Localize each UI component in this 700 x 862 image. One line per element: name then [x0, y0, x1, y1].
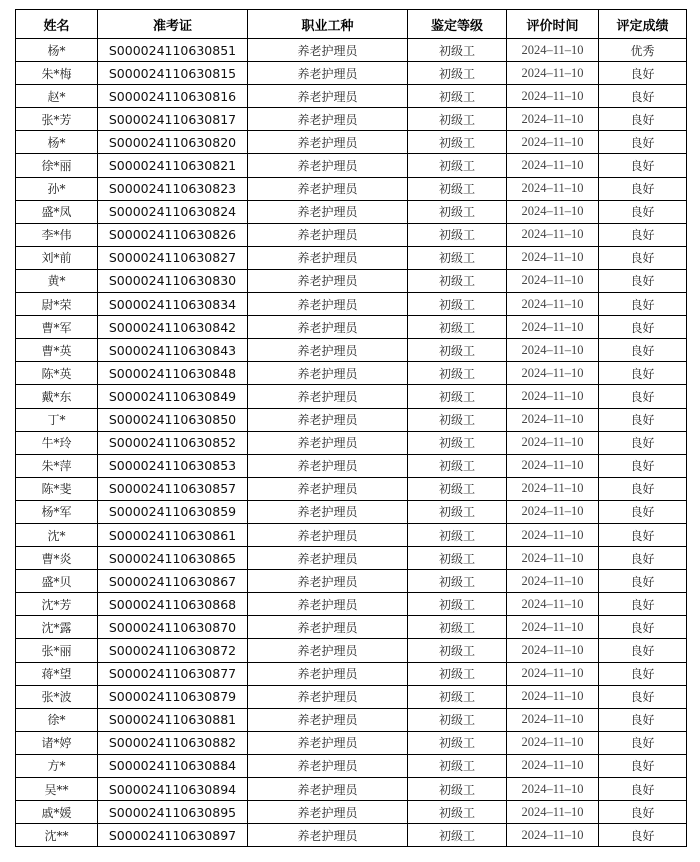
table-row: [16, 177, 687, 200]
results-table-container: [15, 9, 687, 847]
table-row: [16, 246, 687, 269]
table-row: [16, 223, 687, 246]
table-row: [16, 269, 687, 292]
cell-name: 杨*: [16, 131, 98, 154]
cell-date: 2024–11–10: [507, 62, 599, 85]
table-body: [16, 39, 687, 847]
cell-result: 良好: [599, 408, 687, 431]
cell-exam-id: S000024110630842: [98, 316, 248, 339]
cell-name: 徐*: [16, 708, 98, 731]
cell-exam-id: S000024110630859: [98, 500, 248, 523]
cell-date: 2024–11–10: [507, 731, 599, 754]
cell-date: 2024–11–10: [507, 616, 599, 639]
table-row: [16, 454, 687, 477]
cell-level: 初级工: [408, 477, 507, 500]
table-row: [16, 593, 687, 616]
cell-name: 杨*军: [16, 500, 98, 523]
table-row: [16, 477, 687, 500]
cell-occupation: 养老护理员: [248, 39, 408, 62]
cell-result: 良好: [599, 339, 687, 362]
cell-exam-id: S000024110630865: [98, 547, 248, 570]
cell-result: 良好: [599, 62, 687, 85]
cell-result: 良好: [599, 454, 687, 477]
cell-exam-id: S000024110630852: [98, 431, 248, 454]
cell-name: 朱*萍: [16, 454, 98, 477]
cell-level: 初级工: [408, 662, 507, 685]
cell-result: 良好: [599, 639, 687, 662]
table-row: [16, 685, 687, 708]
cell-result: 良好: [599, 108, 687, 131]
cell-date: 2024–11–10: [507, 500, 599, 523]
cell-occupation: 养老护理员: [248, 454, 408, 477]
table-row: [16, 108, 687, 131]
cell-date: 2024–11–10: [507, 824, 599, 847]
cell-occupation: 养老护理员: [248, 593, 408, 616]
cell-date: 2024–11–10: [507, 662, 599, 685]
table-row: [16, 293, 687, 316]
cell-exam-id: S000024110630884: [98, 754, 248, 777]
cell-occupation: 养老护理员: [248, 246, 408, 269]
cell-level: 初级工: [408, 801, 507, 824]
cell-occupation: 养老护理员: [248, 801, 408, 824]
cell-exam-id: S000024110630843: [98, 339, 248, 362]
cell-date: 2024–11–10: [507, 431, 599, 454]
cell-name: 方*: [16, 754, 98, 777]
header-result: 评定成绩: [599, 10, 687, 39]
cell-occupation: 养老护理员: [248, 685, 408, 708]
cell-level: 初级工: [408, 639, 507, 662]
cell-occupation: 养老护理员: [248, 223, 408, 246]
cell-name: 张*丽: [16, 639, 98, 662]
cell-exam-id: S000024110630851: [98, 39, 248, 62]
cell-name: 尉*荣: [16, 293, 98, 316]
cell-name: 张*波: [16, 685, 98, 708]
cell-name: 孙*: [16, 177, 98, 200]
cell-date: 2024–11–10: [507, 547, 599, 570]
cell-occupation: 养老护理员: [248, 293, 408, 316]
cell-result: 良好: [599, 570, 687, 593]
cell-occupation: 养老护理员: [248, 177, 408, 200]
cell-result: 良好: [599, 593, 687, 616]
cell-exam-id: S000024110630868: [98, 593, 248, 616]
cell-result: 良好: [599, 85, 687, 108]
cell-date: 2024–11–10: [507, 316, 599, 339]
cell-exam-id: S000024110630853: [98, 454, 248, 477]
cell-level: 初级工: [408, 754, 507, 777]
cell-exam-id: S000024110630867: [98, 570, 248, 593]
cell-date: 2024–11–10: [507, 85, 599, 108]
cell-exam-id: S000024110630894: [98, 778, 248, 801]
table-row: [16, 154, 687, 177]
cell-occupation: 养老护理员: [248, 778, 408, 801]
cell-occupation: 养老护理员: [248, 62, 408, 85]
cell-result: 良好: [599, 200, 687, 223]
cell-exam-id: S000024110630830: [98, 269, 248, 292]
cell-result: 良好: [599, 708, 687, 731]
table-row: [16, 316, 687, 339]
cell-level: 初级工: [408, 39, 507, 62]
table-row: [16, 523, 687, 546]
cell-date: 2024–11–10: [507, 223, 599, 246]
cell-exam-id: S000024110630820: [98, 131, 248, 154]
cell-name: 陈*斐: [16, 477, 98, 500]
cell-occupation: 养老护理员: [248, 754, 408, 777]
table-row: [16, 616, 687, 639]
cell-level: 初级工: [408, 362, 507, 385]
table-row: [16, 778, 687, 801]
cell-result: 良好: [599, 431, 687, 454]
cell-name: 戚*媛: [16, 801, 98, 824]
table-row: [16, 62, 687, 85]
cell-result: 良好: [599, 801, 687, 824]
cell-name: 盛*凤: [16, 200, 98, 223]
cell-result: 良好: [599, 131, 687, 154]
cell-level: 初级工: [408, 454, 507, 477]
cell-level: 初级工: [408, 223, 507, 246]
cell-date: 2024–11–10: [507, 293, 599, 316]
cell-name: 诸*婷: [16, 731, 98, 754]
cell-name: 刘*前: [16, 246, 98, 269]
table-row: [16, 824, 687, 847]
cell-occupation: 养老护理员: [248, 500, 408, 523]
cell-exam-id: S000024110630881: [98, 708, 248, 731]
cell-level: 初级工: [408, 316, 507, 339]
table-row: [16, 362, 687, 385]
cell-date: 2024–11–10: [507, 39, 599, 62]
cell-level: 初级工: [408, 269, 507, 292]
cell-date: 2024–11–10: [507, 385, 599, 408]
cell-name: 蒋*望: [16, 662, 98, 685]
cell-result: 良好: [599, 246, 687, 269]
cell-level: 初级工: [408, 385, 507, 408]
cell-level: 初级工: [408, 500, 507, 523]
cell-exam-id: S000024110630882: [98, 731, 248, 754]
cell-result: 良好: [599, 616, 687, 639]
cell-date: 2024–11–10: [507, 339, 599, 362]
cell-date: 2024–11–10: [507, 177, 599, 200]
cell-name: 牛*玲: [16, 431, 98, 454]
cell-name: 沈*芳: [16, 593, 98, 616]
cell-date: 2024–11–10: [507, 754, 599, 777]
cell-exam-id: S000024110630872: [98, 639, 248, 662]
cell-exam-id: S000024110630823: [98, 177, 248, 200]
cell-name: 盛*贝: [16, 570, 98, 593]
cell-name: 沈**: [16, 824, 98, 847]
header-row: [16, 10, 687, 39]
cell-result: 良好: [599, 269, 687, 292]
cell-date: 2024–11–10: [507, 408, 599, 431]
table-row: [16, 431, 687, 454]
table-row: [16, 754, 687, 777]
cell-result: 良好: [599, 385, 687, 408]
header-exam-id: 准考证: [98, 10, 248, 39]
cell-name: 曹*炎: [16, 547, 98, 570]
cell-result: 良好: [599, 500, 687, 523]
cell-name: 杨*: [16, 39, 98, 62]
cell-exam-id: S000024110630897: [98, 824, 248, 847]
header-date: 评价时间: [507, 10, 599, 39]
cell-result: 良好: [599, 547, 687, 570]
cell-exam-id: S000024110630826: [98, 223, 248, 246]
cell-level: 初级工: [408, 108, 507, 131]
cell-name: 吴**: [16, 778, 98, 801]
cell-occupation: 养老护理员: [248, 408, 408, 431]
cell-exam-id: S000024110630816: [98, 85, 248, 108]
cell-occupation: 养老护理员: [248, 85, 408, 108]
table-row: [16, 39, 687, 62]
cell-exam-id: S000024110630850: [98, 408, 248, 431]
table-row: [16, 801, 687, 824]
cell-occupation: 养老护理员: [248, 339, 408, 362]
cell-level: 初级工: [408, 431, 507, 454]
cell-date: 2024–11–10: [507, 108, 599, 131]
cell-name: 徐*丽: [16, 154, 98, 177]
cell-exam-id: S000024110630817: [98, 108, 248, 131]
cell-level: 初级工: [408, 293, 507, 316]
cell-occupation: 养老护理员: [248, 731, 408, 754]
table-row: [16, 731, 687, 754]
cell-result: 良好: [599, 824, 687, 847]
cell-level: 初级工: [408, 62, 507, 85]
cell-name: 曹*英: [16, 339, 98, 362]
cell-result: 良好: [599, 685, 687, 708]
table-row: [16, 339, 687, 362]
cell-date: 2024–11–10: [507, 200, 599, 223]
cell-result: 良好: [599, 177, 687, 200]
cell-level: 初级工: [408, 408, 507, 431]
cell-level: 初级工: [408, 824, 507, 847]
cell-exam-id: S000024110630857: [98, 477, 248, 500]
cell-name: 曹*军: [16, 316, 98, 339]
cell-level: 初级工: [408, 593, 507, 616]
cell-occupation: 养老护理员: [248, 824, 408, 847]
table-header: [16, 10, 687, 39]
cell-name: 沈*: [16, 523, 98, 546]
cell-level: 初级工: [408, 616, 507, 639]
table-row: [16, 662, 687, 685]
cell-occupation: 养老护理员: [248, 200, 408, 223]
cell-date: 2024–11–10: [507, 570, 599, 593]
cell-result: 良好: [599, 154, 687, 177]
cell-name: 黄*: [16, 269, 98, 292]
table-row: [16, 570, 687, 593]
cell-occupation: 养老护理员: [248, 316, 408, 339]
cell-exam-id: S000024110630879: [98, 685, 248, 708]
cell-exam-id: S000024110630821: [98, 154, 248, 177]
cell-level: 初级工: [408, 85, 507, 108]
cell-result: 良好: [599, 778, 687, 801]
cell-level: 初级工: [408, 708, 507, 731]
cell-occupation: 养老护理员: [248, 154, 408, 177]
table-row: [16, 385, 687, 408]
header-level: 鉴定等级: [408, 10, 507, 39]
cell-occupation: 养老护理员: [248, 639, 408, 662]
header-occupation: 职业工种: [248, 10, 408, 39]
cell-name: 沈*露: [16, 616, 98, 639]
cell-exam-id: S000024110630834: [98, 293, 248, 316]
cell-occupation: 养老护理员: [248, 131, 408, 154]
cell-name: 朱*梅: [16, 62, 98, 85]
cell-level: 初级工: [408, 547, 507, 570]
cell-occupation: 养老护理员: [248, 523, 408, 546]
cell-date: 2024–11–10: [507, 639, 599, 662]
cell-exam-id: S000024110630895: [98, 801, 248, 824]
cell-exam-id: S000024110630877: [98, 662, 248, 685]
header-name: 姓名: [16, 10, 98, 39]
table-row: [16, 500, 687, 523]
cell-date: 2024–11–10: [507, 131, 599, 154]
cell-exam-id: S000024110630815: [98, 62, 248, 85]
cell-result: 良好: [599, 477, 687, 500]
cell-occupation: 养老护理员: [248, 269, 408, 292]
cell-result: 良好: [599, 731, 687, 754]
results-table: [15, 9, 687, 847]
cell-exam-id: S000024110630849: [98, 385, 248, 408]
cell-result: 良好: [599, 293, 687, 316]
cell-name: 张*芳: [16, 108, 98, 131]
cell-level: 初级工: [408, 731, 507, 754]
cell-level: 初级工: [408, 778, 507, 801]
cell-date: 2024–11–10: [507, 523, 599, 546]
cell-exam-id: S000024110630827: [98, 246, 248, 269]
cell-name: 赵*: [16, 85, 98, 108]
cell-level: 初级工: [408, 523, 507, 546]
cell-occupation: 养老护理员: [248, 616, 408, 639]
cell-date: 2024–11–10: [507, 154, 599, 177]
cell-name: 戴*东: [16, 385, 98, 408]
cell-occupation: 养老护理员: [248, 108, 408, 131]
cell-date: 2024–11–10: [507, 801, 599, 824]
cell-level: 初级工: [408, 154, 507, 177]
cell-occupation: 养老护理员: [248, 708, 408, 731]
cell-date: 2024–11–10: [507, 477, 599, 500]
cell-occupation: 养老护理员: [248, 662, 408, 685]
cell-level: 初级工: [408, 246, 507, 269]
cell-date: 2024–11–10: [507, 593, 599, 616]
table-row: [16, 200, 687, 223]
cell-date: 2024–11–10: [507, 454, 599, 477]
cell-date: 2024–11–10: [507, 778, 599, 801]
table-row: [16, 131, 687, 154]
cell-date: 2024–11–10: [507, 685, 599, 708]
cell-occupation: 养老护理员: [248, 385, 408, 408]
cell-exam-id: S000024110630848: [98, 362, 248, 385]
cell-occupation: 养老护理员: [248, 431, 408, 454]
cell-level: 初级工: [408, 200, 507, 223]
cell-level: 初级工: [408, 177, 507, 200]
cell-date: 2024–11–10: [507, 708, 599, 731]
table-row: [16, 85, 687, 108]
cell-name: 李*伟: [16, 223, 98, 246]
cell-date: 2024–11–10: [507, 246, 599, 269]
cell-name: 陈*英: [16, 362, 98, 385]
cell-exam-id: S000024110630824: [98, 200, 248, 223]
cell-result: 良好: [599, 523, 687, 546]
cell-result: 良好: [599, 362, 687, 385]
cell-level: 初级工: [408, 339, 507, 362]
cell-result: 良好: [599, 754, 687, 777]
cell-occupation: 养老护理员: [248, 547, 408, 570]
cell-occupation: 养老护理员: [248, 477, 408, 500]
table-row: [16, 408, 687, 431]
cell-exam-id: S000024110630861: [98, 523, 248, 546]
cell-level: 初级工: [408, 685, 507, 708]
cell-occupation: 养老护理员: [248, 362, 408, 385]
cell-exam-id: S000024110630870: [98, 616, 248, 639]
cell-level: 初级工: [408, 131, 507, 154]
cell-result: 良好: [599, 223, 687, 246]
table-row: [16, 547, 687, 570]
cell-occupation: 养老护理员: [248, 570, 408, 593]
table-row: [16, 708, 687, 731]
cell-result: 优秀: [599, 39, 687, 62]
table-row: [16, 639, 687, 662]
cell-result: 良好: [599, 662, 687, 685]
cell-level: 初级工: [408, 570, 507, 593]
cell-date: 2024–11–10: [507, 269, 599, 292]
cell-name: 丁*: [16, 408, 98, 431]
cell-date: 2024–11–10: [507, 362, 599, 385]
cell-result: 良好: [599, 316, 687, 339]
